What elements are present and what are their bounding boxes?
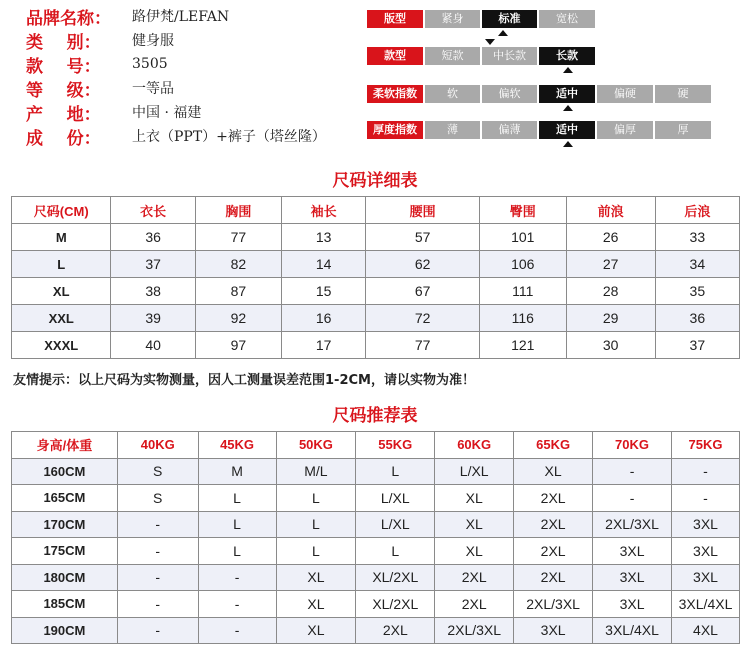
table-cell: 116 [479,305,566,332]
column-header: 后浪 [655,197,739,224]
column-header: 55KG [356,432,435,459]
style-number-value: 3505 [132,56,168,72]
attr-thickness-option-slightly-thick: 偏厚 [597,121,653,139]
table-cell: L [198,485,276,512]
table-cell: 39 [111,305,195,332]
column-header: 70KG [593,432,672,459]
table-cell: 2XL [435,564,514,591]
attr-row-length [367,47,597,65]
attr-fit-option-loose: 宽松 [539,10,595,28]
height-cell: 165CM [12,485,118,512]
table-cell: 2XL [356,617,435,644]
attr-softness-label: 柔软指数 [367,85,423,103]
table-cell: S [117,485,198,512]
attr-length-option-long: 长款 [539,47,595,65]
category-label: 类 别： [26,32,101,53]
table-cell: L/XL [435,458,514,485]
table-cell: XL [276,564,356,591]
table-header-row [12,432,740,459]
table-cell: 28 [566,278,655,305]
height-cell: 160CM [12,458,118,485]
attr-thickness-label: 厚度指数 [367,121,423,139]
table-row [12,591,740,618]
table-cell: 72 [366,305,480,332]
table-cell: 3XL/4XL [672,591,740,618]
table-cell: L/XL [356,485,435,512]
table-cell: - [117,564,198,591]
table-cell: 87 [195,278,281,305]
size-detail-table [11,196,740,359]
table-row [12,305,740,332]
table-row [12,458,740,485]
table-cell: 26 [566,224,655,251]
table-cell: 2XL/3XL [593,511,672,538]
table-cell: 3XL [593,538,672,565]
column-header: 75KG [672,432,740,459]
table-cell: - [117,617,198,644]
attr-length-option-medium: 中长款 [482,47,537,65]
table-cell: - [198,591,276,618]
column-header: 65KG [514,432,593,459]
table-cell: 3XL [672,564,740,591]
table-cell: 36 [655,305,739,332]
table-cell: 57 [366,224,480,251]
style-number-label: 款 号： [26,56,101,77]
size-recommend-title: 尺码推荐表 [332,406,418,426]
table-cell: 35 [655,278,739,305]
product-info [26,4,326,148]
table-cell: L [276,511,356,538]
table-row [12,332,740,359]
attr-length-option-short: 短款 [425,47,480,65]
table-cell: - [672,458,740,485]
table-row [12,251,740,278]
column-header: 60KG [435,432,514,459]
table-cell: L [198,538,276,565]
table-cell: 97 [195,332,281,359]
table-cell: - [672,485,740,512]
column-header: 前浪 [566,197,655,224]
info-row-style-number [26,52,326,76]
height-cell: 175CM [12,538,118,565]
size-recommend-table [11,431,740,644]
attr-fit-label: 版型 [367,10,423,28]
table-cell: 121 [479,332,566,359]
brand-label: 品牌名称： [26,8,111,29]
table-cell: XL [435,538,514,565]
table-cell: 13 [281,224,365,251]
table-cell: XL [276,617,356,644]
column-header: 身高/体重 [12,432,118,459]
selected-indicator-icon [485,39,495,45]
column-header: 尺码(CM) [12,197,111,224]
table-cell: - [593,485,672,512]
info-row-grade [26,76,326,100]
table-cell: XL [435,511,514,538]
info-row-brand [26,4,326,28]
column-header: 袖长 [281,197,365,224]
measurement-note: 友情提示：以上尺码为实物测量，因人工测量误差范围1-2CM，请以实物为准！ [13,373,475,388]
attr-fit-option-standard: 标准 [482,10,537,28]
table-cell: - [117,538,198,565]
table-cell: 2XL [435,591,514,618]
table-cell: 36 [111,224,195,251]
attr-thickness-option-medium: 适中 [539,121,595,139]
table-cell: L/XL [356,511,435,538]
table-cell: 2XL [514,564,593,591]
table-cell: 3XL [672,511,740,538]
brand-value: 路伊梵/LEFAN [132,9,230,25]
table-cell: M [198,458,276,485]
table-cell: 2XL [514,485,593,512]
size-cell: XXL [12,305,111,332]
attr-softness-option-slightly-hard: 偏硬 [597,85,653,103]
table-cell: 77 [366,332,480,359]
height-cell: 170CM [12,511,118,538]
info-row-category [26,28,326,52]
attr-thickness-option-thick: 厚 [655,121,711,139]
grade-value: 一等品 [132,81,174,97]
size-cell: XXXL [12,332,111,359]
table-cell: 27 [566,251,655,278]
info-row-material [26,124,326,148]
table-cell: 106 [479,251,566,278]
table-cell: L [198,511,276,538]
table-cell: - [593,458,672,485]
table-cell: - [117,591,198,618]
table-cell: 4XL [672,617,740,644]
table-row [12,485,740,512]
table-cell: 3XL [593,591,672,618]
selected-indicator-icon [498,30,508,36]
table-row [12,617,740,644]
table-cell: 82 [195,251,281,278]
attr-softness-option-slightly-soft: 偏软 [482,85,537,103]
attr-fit-option-slim: 紧身 [425,10,480,28]
table-cell: 17 [281,332,365,359]
table-cell: L [276,538,356,565]
table-header-row [12,197,740,224]
attr-softness-option-medium: 适中 [539,85,595,103]
column-header: 衣长 [111,197,195,224]
size-cell: M [12,224,111,251]
attr-length-label: 款型 [367,47,423,65]
selected-indicator-icon [563,67,573,73]
table-cell: 15 [281,278,365,305]
table-cell: - [198,617,276,644]
origin-value: 中国 · 福建 [132,105,202,121]
table-cell: 16 [281,305,365,332]
table-cell: 2XL [514,538,593,565]
table-cell: XL [276,591,356,618]
attr-row-fit [367,10,597,28]
attr-row-softness [367,85,713,103]
table-cell: 3XL [672,538,740,565]
table-cell: 2XL [514,511,593,538]
height-cell: 180CM [12,564,118,591]
table-cell: 111 [479,278,566,305]
table-cell: 3XL/4XL [593,617,672,644]
table-cell: 34 [655,251,739,278]
attr-row-thickness [367,121,713,139]
table-cell: M/L [276,458,356,485]
table-cell: 33 [655,224,739,251]
attr-thickness-option-slightly-thin: 偏薄 [482,121,537,139]
material-label: 成 份： [26,128,101,149]
table-cell: L [356,538,435,565]
table-cell: 30 [566,332,655,359]
attr-softness-option-soft: 软 [425,85,480,103]
table-row [12,224,740,251]
table-cell: L [356,458,435,485]
table-cell: - [198,564,276,591]
table-cell: 62 [366,251,480,278]
size-cell: XL [12,278,111,305]
table-cell: 14 [281,251,365,278]
column-header: 臀围 [479,197,566,224]
selected-indicator-icon [563,141,573,147]
table-cell: 77 [195,224,281,251]
table-cell: XL/2XL [356,591,435,618]
attr-softness-option-hard: 硬 [655,85,711,103]
attr-thickness-option-thin: 薄 [425,121,480,139]
table-cell: 40 [111,332,195,359]
table-cell: S [117,458,198,485]
table-cell: XL [435,485,514,512]
table-cell: 92 [195,305,281,332]
table-cell: 38 [111,278,195,305]
table-cell: - [117,511,198,538]
category-value: 健身服 [132,33,174,49]
height-cell: 190CM [12,617,118,644]
material-value: 上衣（PPT）+裤子（塔丝隆） [132,129,326,145]
column-header: 50KG [276,432,356,459]
table-cell: 101 [479,224,566,251]
table-row [12,538,740,565]
column-header: 40KG [117,432,198,459]
column-header: 腰围 [366,197,480,224]
size-detail-title: 尺码详细表 [332,171,418,191]
table-row [12,511,740,538]
table-cell: 3XL [514,617,593,644]
info-row-origin [26,100,326,124]
table-row [12,564,740,591]
column-header: 45KG [198,432,276,459]
grade-label: 等 级： [26,80,101,101]
height-cell: 185CM [12,591,118,618]
selected-indicator-icon [563,105,573,111]
table-cell: 2XL/3XL [514,591,593,618]
size-cell: L [12,251,111,278]
origin-label: 产 地： [26,104,101,125]
column-header: 胸围 [195,197,281,224]
table-cell: 37 [111,251,195,278]
table-cell: 3XL [593,564,672,591]
table-cell: L [276,485,356,512]
table-cell: 67 [366,278,480,305]
table-cell: XL [514,458,593,485]
table-cell: 29 [566,305,655,332]
table-cell: XL/2XL [356,564,435,591]
table-row [12,278,740,305]
table-cell: 37 [655,332,739,359]
table-cell: 2XL/3XL [435,617,514,644]
